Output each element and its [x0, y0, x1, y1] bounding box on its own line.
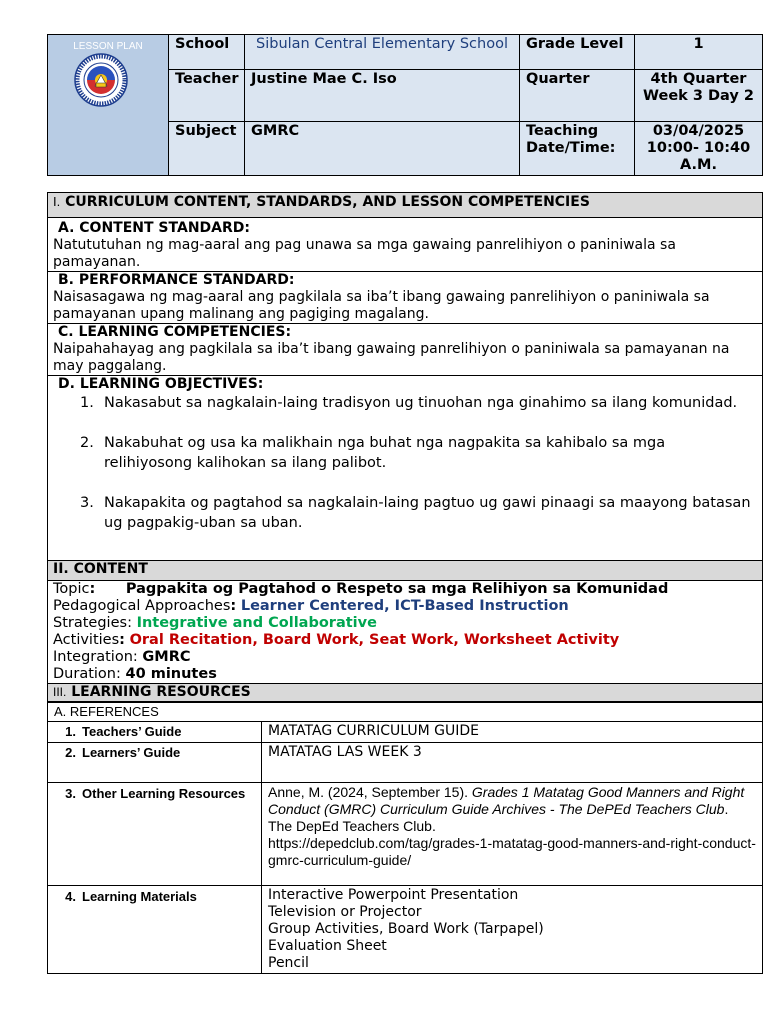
section-1-title: CURRICULUM CONTENT, STANDARDS, AND LESSON COMPETENCIES	[65, 194, 590, 210]
resource-label: Learners’ Guide	[82, 745, 181, 760]
material-item: Interactive Powerpoint Presentation	[268, 887, 519, 903]
topic-value: Pagpakita og Pagtahod o Respeto sa mga Relihiyon sa Komunidad	[125, 581, 669, 597]
lesson-plan-tag: LESSON PLAN	[73, 41, 143, 52]
section-3-heading-row	[48, 684, 763, 702]
resource-label: Other Learning Resources	[82, 786, 246, 801]
competencies-row	[48, 324, 763, 376]
objective-item	[80, 493, 757, 533]
activities-value: Oral Recitation, Board Work, Seat Work, Worksheet Activity	[129, 632, 620, 648]
other-resources-row	[48, 783, 763, 886]
lesson-plan-header	[47, 34, 763, 176]
objectives-row	[48, 376, 763, 561]
duration-label: Duration	[53, 666, 116, 682]
section-3-numeral: III.	[53, 685, 67, 699]
objectives-list	[53, 393, 757, 533]
duration-line: Duration: 40 minutes	[53, 666, 217, 682]
section-3-title: LEARNING RESOURCES	[71, 684, 251, 700]
objective-text: Nakapakita og pagtahod sa nagkalain-laing pagtuo ug gawi pinaagi sa maayong batasan ug pagpakig-uban sa uban.	[104, 495, 751, 531]
topic-label: Topic	[53, 581, 90, 597]
teacher-value: Justine Mae C. Iso	[245, 70, 520, 122]
citation-publisher: . The DepEd Teachers Club.	[268, 801, 729, 834]
references-row	[48, 703, 763, 722]
objective-number: 3.	[80, 495, 94, 511]
topic-line: Topic: Pagpakita og Pagtahod o Respeto sa mga Relihiyon sa Komunidad	[53, 581, 669, 597]
content-details-row	[48, 581, 763, 684]
objective-text: Nakasabut sa nagkalain-laing tradisyon ug tinuohan nga ginahimo sa ilang komunidad.	[104, 395, 738, 411]
lesson-content-table	[47, 192, 763, 702]
objective-item	[80, 433, 757, 473]
citation-title: Grades 1 Matatag Good Manners and Right Conduct (GMRC) Curriculum Guide Archives - The DePEd Teachers Club	[268, 784, 745, 817]
resource-number: 4.	[65, 889, 76, 904]
deped-seal-icon	[74, 53, 128, 107]
resource-label: Teachers’ Guide	[82, 724, 182, 739]
objective-number: 2.	[80, 435, 94, 451]
resource-row	[48, 743, 763, 783]
quarter-value: 4th Quarter Week 3 Day 2	[635, 70, 763, 122]
strategies-value: Integrative and Collaborative	[136, 615, 377, 631]
learning-resources-table	[47, 702, 763, 974]
competencies-text: Naipahahayag ang pagkilala sa iba’t ibang gawaing panrelihiyon o paniniwala sa pamayanan na may paggalang.	[53, 341, 730, 374]
resource-value: MATATAG CURRICULUM GUIDE	[268, 723, 479, 739]
approaches-label: Pedagogical Approaches	[53, 598, 231, 614]
section-1-heading-row	[48, 193, 763, 218]
resource-label: Learning Materials	[82, 889, 197, 904]
resource-number: 2.	[65, 745, 76, 760]
integration-label: Integration	[53, 649, 133, 665]
approaches-value: Learner Centered, ICT-Based Instruction	[240, 598, 569, 614]
content-standard-text: Natututuhan ng mag-aaral ang pag unawa sa mga gawaing panrelihiyon o paniniwala sa pamayanan.	[53, 237, 676, 270]
subject-value: GMRC	[245, 122, 520, 176]
section-2-title: II. CONTENT	[53, 561, 148, 577]
objective-text: Nakabuhat og usa ka malikhain nga buhat nga nagpakita sa kahibalo sa mga relihiyosong kalihokan sa ilang palibot.	[104, 435, 666, 471]
materials-row	[48, 886, 763, 974]
activities-label: Activities	[53, 632, 120, 648]
strategies-label: Strategies	[53, 615, 128, 631]
date-value: 03/04/2025 10:00- 10:40 A.M.	[635, 122, 763, 176]
resource-number: 1.	[65, 724, 76, 739]
integration-value: GMRC	[142, 649, 191, 665]
content-standard-label: A. CONTENT STANDARD:	[58, 220, 250, 236]
citation-author: Anne, M. (2024, September 15).	[268, 784, 472, 800]
resource-number: 3.	[65, 786, 76, 801]
material-item: Group Activities, Board Work (Tarpapel)	[268, 921, 544, 937]
activities-line: Activities: Oral Recitation, Board Work, Seat Work, Worksheet Activity	[53, 632, 620, 648]
date-label: Teaching Date/Time:	[520, 122, 635, 176]
approaches-line: Pedagogical Approaches: Learner Centered, ICT-Based Instruction	[53, 598, 569, 614]
section-1-numeral: I.	[53, 194, 61, 209]
quarter-label: Quarter	[520, 70, 635, 122]
performance-standard-label: B. PERFORMANCE STANDARD:	[58, 272, 295, 288]
grade-label: Grade Level	[520, 35, 635, 70]
teacher-label: Teacher	[169, 70, 245, 122]
subject-label: Subject	[169, 122, 245, 176]
objective-item	[80, 393, 757, 413]
duration-value: 40 minutes	[125, 666, 217, 682]
material-item: Television or Projector	[268, 904, 422, 920]
performance-standard-text: Naisasagawa ng mag-aaral ang pagkilala sa iba’t ibang gawaing panrelihiyon o paniniwala sa pamayanan upang malinang ang pagiging magalang.	[53, 289, 710, 322]
objective-number: 1.	[80, 395, 94, 411]
material-item: Evaluation Sheet	[268, 938, 387, 954]
school-value: Sibulan Central Elementary School	[245, 35, 520, 70]
section-2-heading-row	[48, 561, 763, 581]
objectives-label: D. LEARNING OBJECTIVES:	[58, 376, 264, 392]
performance-standard-row	[48, 272, 763, 324]
grade-value: 1	[635, 35, 763, 70]
material-item: Pencil	[268, 955, 309, 971]
school-label: School	[169, 35, 245, 70]
integration-line: Integration: GMRC	[53, 649, 191, 665]
strategies-line: Strategies: Integrative and Collaborative	[53, 615, 377, 631]
citation-url: https://depedclub.com/tag/grades-1-matatag-good-manners-and-right-conduct-gmrc-curriculum-guide/	[268, 835, 756, 868]
references-label: A. REFERENCES	[54, 704, 159, 719]
competencies-label: C. LEARNING COMPETENCIES:	[58, 324, 292, 340]
content-standard-row	[48, 218, 763, 272]
materials-list	[262, 886, 763, 974]
resource-row	[48, 722, 763, 743]
resource-value: MATATAG LAS WEEK 3	[268, 744, 422, 760]
logo-cell	[48, 35, 169, 176]
citation	[262, 783, 763, 886]
